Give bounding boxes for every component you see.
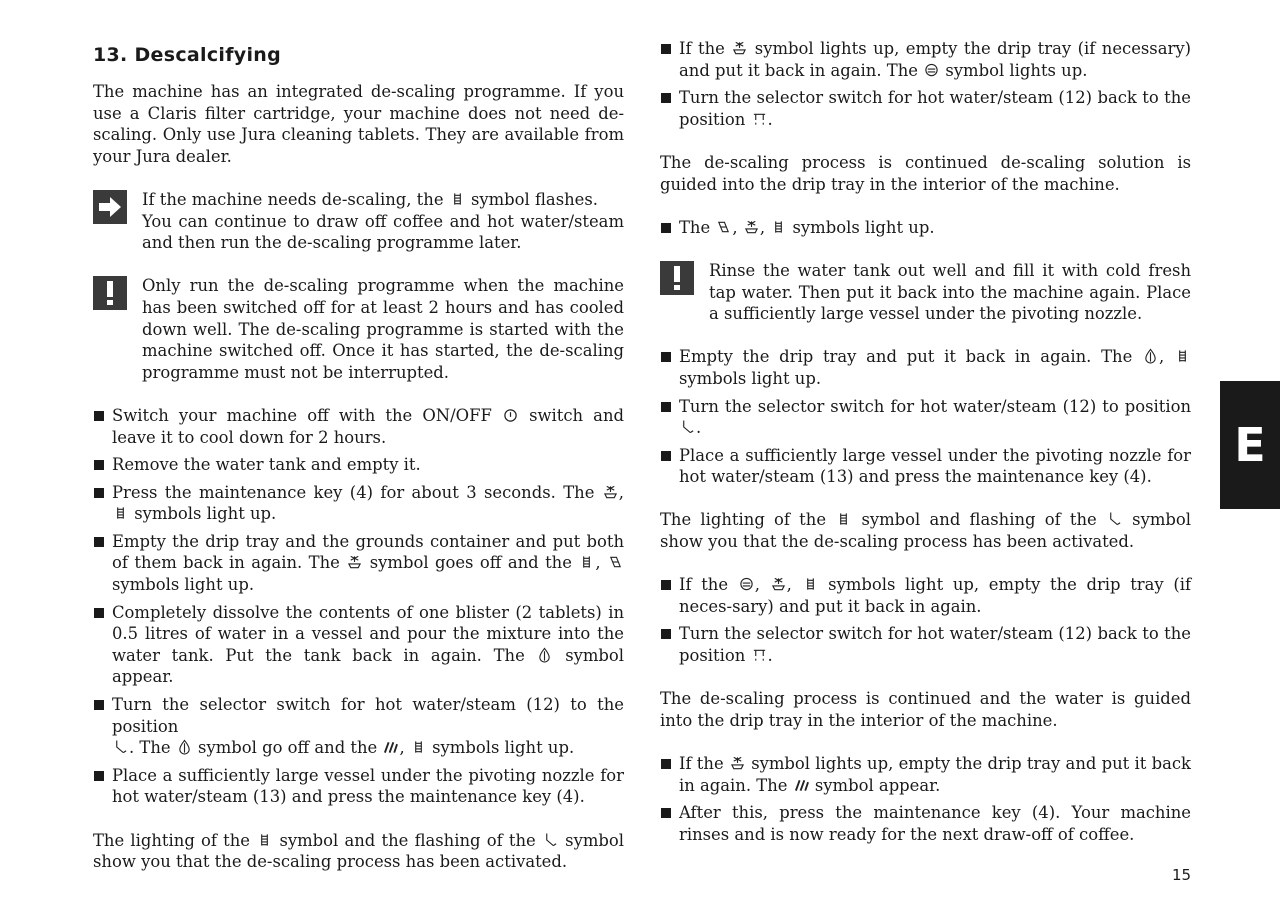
list-item: Switch your machine off with the ON/OFF switch and leave it to cool down for 2 hours. [93, 405, 624, 448]
list-item: If the symbol lights up, empty the drip tray and put it back in again. The symbol appear. [660, 753, 1191, 796]
bullet-icon [94, 537, 104, 547]
closing-paragraph: The lighting of the symbol and the flashing of the symbol show you that the de-scaling process has been activated. [93, 830, 624, 872]
left-column [93, 38, 624, 873]
water-drop-icon [177, 739, 192, 755]
list-item: If the symbol lights up, empty the drip tray (if necessary) and put it back in again. The symbol lights up. [660, 38, 1191, 81]
water-tank-icon [716, 219, 731, 235]
list-item: Remove the water tank and empty it. [93, 454, 624, 476]
water-tank-icon [608, 554, 623, 570]
descale-icon [836, 511, 851, 527]
warning-note-text: Only run the de-scaling programme when the machine has been switched off for at least 2 hours and has cooled down well. The de-scaling programme is started with the machine switched off. Once it has started, the de-scaling programme must not be interrupted. [142, 276, 624, 382]
coffee-position-icon [752, 647, 767, 663]
list-item: Place a sufficiently large vessel under the pivoting nozzle for hot water/steam (13) and press the maintenance key (4). [93, 765, 624, 808]
list-item: Turn the selector switch for hot water/steam (12) back to the position . [660, 623, 1191, 666]
section-title: 13. Descalcifying [93, 44, 282, 66]
info-note [93, 189, 624, 254]
bullet-icon [661, 629, 671, 639]
step-list [660, 753, 1191, 845]
steam-nozzle-icon [543, 832, 558, 848]
descale-icon [411, 739, 426, 755]
list-item: Empty the drip tray and the grounds container and put both of them back in again. The symbol goes off and the , symbols light up. [93, 531, 624, 596]
bullet-icon [94, 608, 104, 618]
bullet-icon [661, 402, 671, 412]
activation-paragraph: The lighting of the symbol and flashing of the symbol show you that the de-scaling process has been activated. [660, 510, 1191, 552]
descale-icon [771, 219, 786, 235]
bullet-icon [94, 771, 104, 781]
steam-icon [383, 739, 398, 755]
right-column [660, 38, 1191, 845]
bullet-icon [661, 352, 671, 362]
bullet-icon [94, 411, 104, 421]
bullet-icon [661, 451, 671, 461]
step-list [660, 38, 1191, 130]
bullet-icon [661, 93, 671, 103]
warning-note [93, 275, 624, 383]
language-tab: E [1220, 381, 1280, 509]
list-item: Empty the drip tray and put it back in again. The , symbols light up. [660, 346, 1191, 389]
steam-icon [794, 777, 809, 793]
steam-nozzle-icon [113, 739, 128, 755]
page-number: 15 [1172, 866, 1192, 884]
list-item: Press the maintenance key (4) for about 3 seconds. The , symbols light up. [93, 482, 624, 525]
continue-paragraph: The de-scaling process is continued and the water is guided into the drip tray in the interior of the machine. [660, 689, 1191, 730]
step-list [660, 574, 1191, 666]
bullet-icon [661, 223, 671, 233]
bullet-icon [94, 460, 104, 470]
descale-icon [257, 832, 272, 848]
step-list [660, 346, 1191, 488]
empty-tray-icon [730, 755, 745, 771]
bullet-icon [661, 808, 671, 818]
bullet-icon [661, 580, 671, 590]
bullet-icon [661, 759, 671, 769]
step-list [660, 217, 1191, 239]
descale-icon [450, 191, 465, 207]
empty-tray-icon [732, 40, 747, 56]
warning-note-text: Rinse the water tank out well and fill it with cold fresh tap water. Then put it back into the machine again. Place a sufficiently large vessel under the pivoting nozzle. [709, 260, 1191, 324]
bullet-icon [94, 488, 104, 498]
list-item: Turn the selector switch for hot water/steam (12) to the position . The symbol go off and the , symbols light up. [93, 694, 624, 759]
info-note-text: If the machine needs de-scaling, the symbol flashes. You can continue to draw off coffee and hot water/steam and then run the de-scaling programme later. [142, 189, 624, 253]
water-drop-icon [537, 647, 552, 663]
power-icon [503, 407, 518, 423]
list-item: Turn the selector switch for hot water/steam (12) to position . [660, 396, 1191, 439]
steam-nozzle-icon [680, 419, 695, 435]
descale-icon [803, 576, 818, 592]
descale-icon [1175, 348, 1190, 364]
list-item: After this, press the maintenance key (4). Your machine rinses and is now ready for the next draw-off of coffee. [660, 802, 1191, 845]
list-item: The , , symbols light up. [660, 217, 1191, 239]
exclamation-icon [93, 276, 127, 310]
list-item: Turn the selector switch for hot water/steam (12) back to the position . [660, 87, 1191, 130]
steam-nozzle-icon [1107, 511, 1122, 527]
bullet-icon [94, 700, 104, 710]
list-item: If the , , symbols light up, empty the drip tray (if neces-sary) and put it back in again. [660, 574, 1191, 617]
list-item: Completely dissolve the contents of one blister (2 tablets) in 0.5 litres of water in a vessel and pour the mixture into the water tank. Put the tank back in again. The symbol appear. [93, 602, 624, 688]
coffee-position-icon [752, 111, 767, 127]
exclamation-icon [660, 261, 694, 295]
process-paragraph: The de-scaling process is continued de-scaling solution is guided into the drip tray in the interior of the machine. [660, 152, 1191, 194]
empty-tray-icon [771, 576, 786, 592]
empty-tray-icon [603, 484, 618, 500]
list-item: Place a sufficiently large vessel under the pivoting nozzle for hot water/steam (13) and press the maintenance key (4). [660, 445, 1191, 488]
empty-tray-icon [744, 219, 759, 235]
empty-tray-icon [347, 554, 362, 570]
rinse-icon [924, 62, 939, 78]
arrow-right-icon [93, 190, 127, 224]
descale-icon [113, 505, 128, 521]
intro-paragraph: The machine has an integrated de-scaling programme. If you use a Claris filter cartridge, your machine does not need de-scaling. Only use Jura cleaning tablets. They are available from your Jura dealer. [93, 82, 624, 166]
water-drop-icon [1143, 348, 1158, 364]
bullet-icon [661, 44, 671, 54]
rinse-icon [739, 576, 754, 592]
descale-icon [579, 554, 594, 570]
step-list [93, 405, 624, 808]
warning-note [660, 260, 1191, 325]
